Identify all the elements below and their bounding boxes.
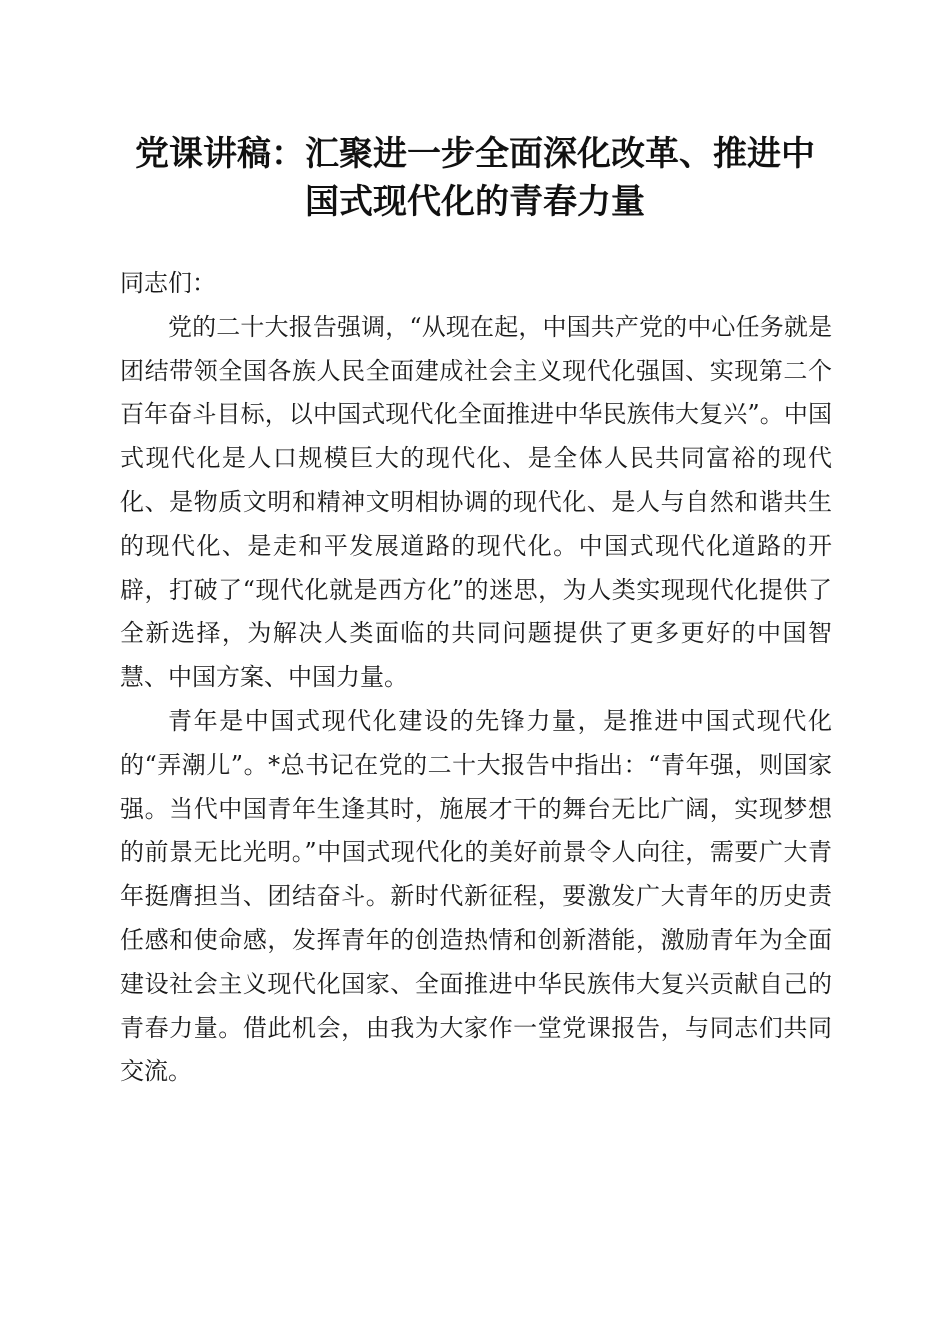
title-line-2: 国式现代化的青春力量 [305, 182, 645, 222]
document-body [120, 262, 832, 1094]
title-line-1: 党课讲稿：汇聚进一步全面深化改革、推进中 [135, 134, 815, 174]
body-paragraph: 党的二十大报告强调，“从现在起，中国共产党的中心任务就是团结带领全国各族人民全面建成社会主义现代化强国、实现第二个百年奋斗目标，以中国式现代化全面推进中华民族伟大复兴”。中国式现代化是人口规模巨大的现代化、是全体人民共同富裕的现代化、是物质文明和精神文明相协调的现代化、是人与自然和谐共生的现代化、是走和平发展道路的现代化。中国式现代化道路的开辟，打破了“现代化就是西方化”的迷思，为人类实现现代化提供了全新选择，为解决人类面临的共同问题提供了更多更好的中国智慧、中国方案、中国力量。 [120, 312, 832, 692]
document-title [100, 130, 850, 226]
body-paragraph: 青年是中国式现代化建设的先锋力量，是推进中国式现代化的“弄潮儿”。*总书记在党的二十大报告中指出：“青年强，则国家强。当代中国青年生逢其时，施展才干的舞台无比广阔，实现梦想的前景无比光明。”中国式现代化的美好前景令人向往，需要广大青年挺膺担当、团结奋斗。新时代新征程，要激发广大青年的历史责任感和使命感，发挥青年的创造热情和创新潜能，激励青年为全面建设社会主义现代化国家、全面推进中华民族伟大复兴贡献自己的青春力量。借此机会，由我为大家作一堂党课报告，与同志们共同交流。 [120, 706, 832, 1086]
salutation: 同志们： [120, 269, 216, 297]
